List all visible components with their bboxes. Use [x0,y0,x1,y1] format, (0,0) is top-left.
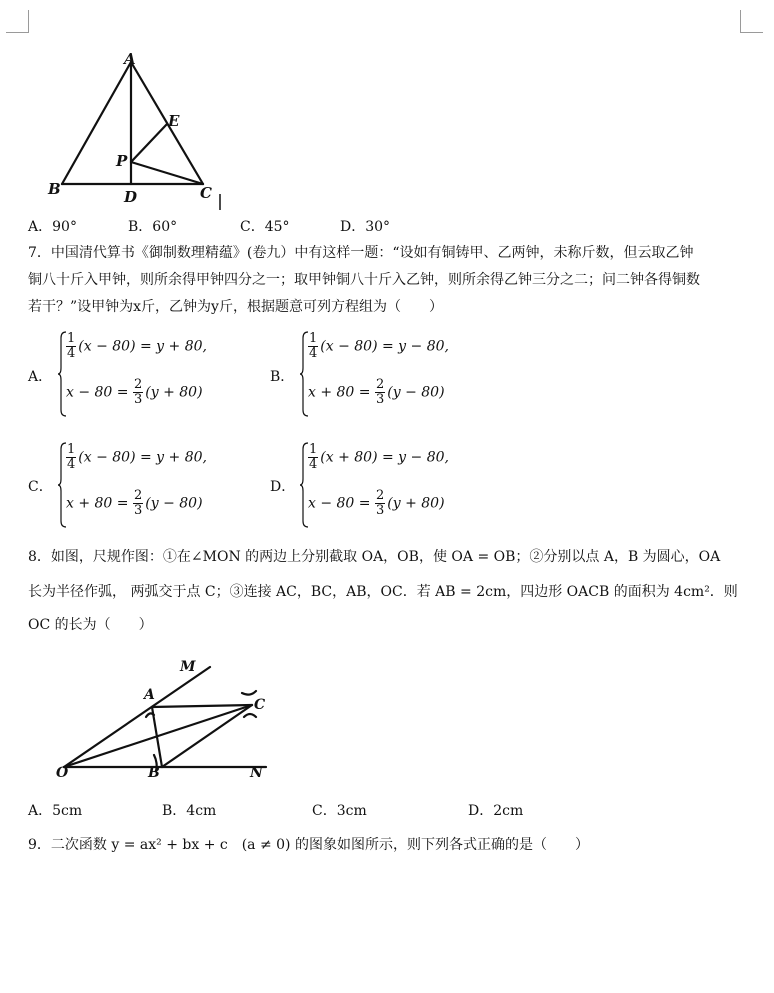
option-text: 90° [52,219,77,235]
q8-option-d[interactable] [468,800,523,820]
option-letter: B． [128,219,153,235]
option-letter: D． [468,803,494,819]
fraction: $\frac{1}{4}$ [67,442,76,472]
option-text: 60° [152,219,178,235]
segment-BC [162,705,252,767]
label-C: C [254,697,266,713]
option-text: 30° [365,219,391,235]
label-O: O [56,765,69,781]
page-corner-mark-right [740,10,763,33]
q8-text-line2: 长为半径作弧， 两弧交于点 C；③连接 AC，BC，AB，OC．若 AB = 2cm，四边形 OACB 的面积为 4cm²．则 [28,584,738,600]
label-A: A [144,687,155,703]
option-text: 4cm [186,803,217,819]
option-letter: D． [340,219,366,235]
arc-at-C-2 [244,714,256,717]
q6-option-b[interactable] [128,216,177,236]
option-text: 45° [264,219,290,235]
q7-option-b-letter[interactable]: B． [270,369,295,385]
equation-2: x + 80 = $\frac{2}{3}$ (y − 80) [66,488,203,518]
fraction: $\frac{1}{4}$ [309,442,318,472]
equation-1: $\frac{1}{4}$ (x − 80) = y + 80, [67,442,207,472]
q7-text-line3: 若干？”设甲钟为x斤，乙钟为y斤，根据题意可列方程组为（ ） [28,299,443,315]
q6-option-d[interactable] [340,216,390,236]
q6-option-a[interactable] [28,216,77,236]
label-D: D [124,188,138,206]
angle-construction-figure [50,655,280,785]
option-letter: A． [28,219,53,235]
label-B: B [148,765,160,781]
q9-text-line1: 9．二次函数 y = ax² + bx + c (a ≠ 0) 的图象如图所示，则下列各式正确的是（ ） [28,837,589,853]
equation-2: x − 80 = $\frac{2}{3}$ (y + 80) [308,488,445,518]
q7-option-c-system [58,441,258,529]
label-M: M [180,659,196,675]
fraction: $\frac{2}{3}$ [375,377,385,407]
fraction: $\frac{1}{4}$ [67,331,76,361]
q6-option-c[interactable] [240,216,290,236]
ray-OM [64,667,210,767]
fraction: $\frac{2}{3}$ [133,377,143,407]
option-letter: B． [162,803,187,819]
q8-text-line3: OC 的长为（ ） [28,617,153,633]
segment-OC [64,705,252,767]
segment-AC [152,705,252,707]
q7-option-d-system [300,441,500,529]
option-letter: C． [240,219,265,235]
fraction: $\frac{2}{3}$ [133,488,143,518]
equation-2: x − 80 = $\frac{2}{3}$ (y + 80) [66,377,203,407]
q7-option-c-letter[interactable]: C． [28,479,53,495]
triangle-figure [40,48,240,213]
option-text: 3cm [336,803,367,819]
fraction: $\frac{1}{4}$ [309,331,318,361]
label-P: P [116,152,128,170]
option-letter: C． [312,803,337,819]
label-N: N [250,765,263,781]
segment-PE [131,124,167,162]
equation-1: $\frac{1}{4}$ (x − 80) = y + 80, [67,331,207,361]
option-text: 2cm [493,803,524,819]
q7-option-a-system [58,330,258,418]
q7-option-b-system [300,330,500,418]
label-B: B [48,180,61,198]
q7-option-d-letter[interactable]: D． [270,479,296,495]
q8-option-a[interactable] [28,800,82,820]
q8-text-line1: 8．如图，尺规作图：①在∠MON 的两边上分别截取 OA，OB，使 OA = OB；②分别以点 A，B 为圆心，OA [28,549,721,565]
q8-option-b[interactable] [162,800,216,820]
label-E: E [168,112,180,130]
q7-text-line1: 7．中国清代算书《御制数理精蕴》(卷九）中有这样一题：“设如有铜铸甲、乙两钟，未称斤数，但云取乙钟 [28,245,694,261]
equation-1: $\frac{1}{4}$ (x + 80) = y − 80, [309,442,449,472]
label-C: C [200,184,212,202]
q7-option-a-letter[interactable]: A． [28,369,53,385]
option-letter: A． [28,803,53,819]
page-corner-mark-left [6,10,29,33]
q8-option-c[interactable] [312,800,367,820]
fraction: $\frac{2}{3}$ [375,488,385,518]
equation-1: $\frac{1}{4}$ (x − 80) = y − 80, [309,331,449,361]
arc-at-C-1 [242,691,256,695]
equation-2: x + 80 = $\frac{2}{3}$ (y − 80) [308,377,445,407]
q7-text-line2: 铜八十斤入甲钟，则所余得甲钟四分之一；取甲钟铜八十斤入乙钟，则所余得乙钟三分之二；问二钟各得铜数 [28,272,700,288]
option-text: 5cm [52,803,83,819]
label-A: A [124,50,136,68]
